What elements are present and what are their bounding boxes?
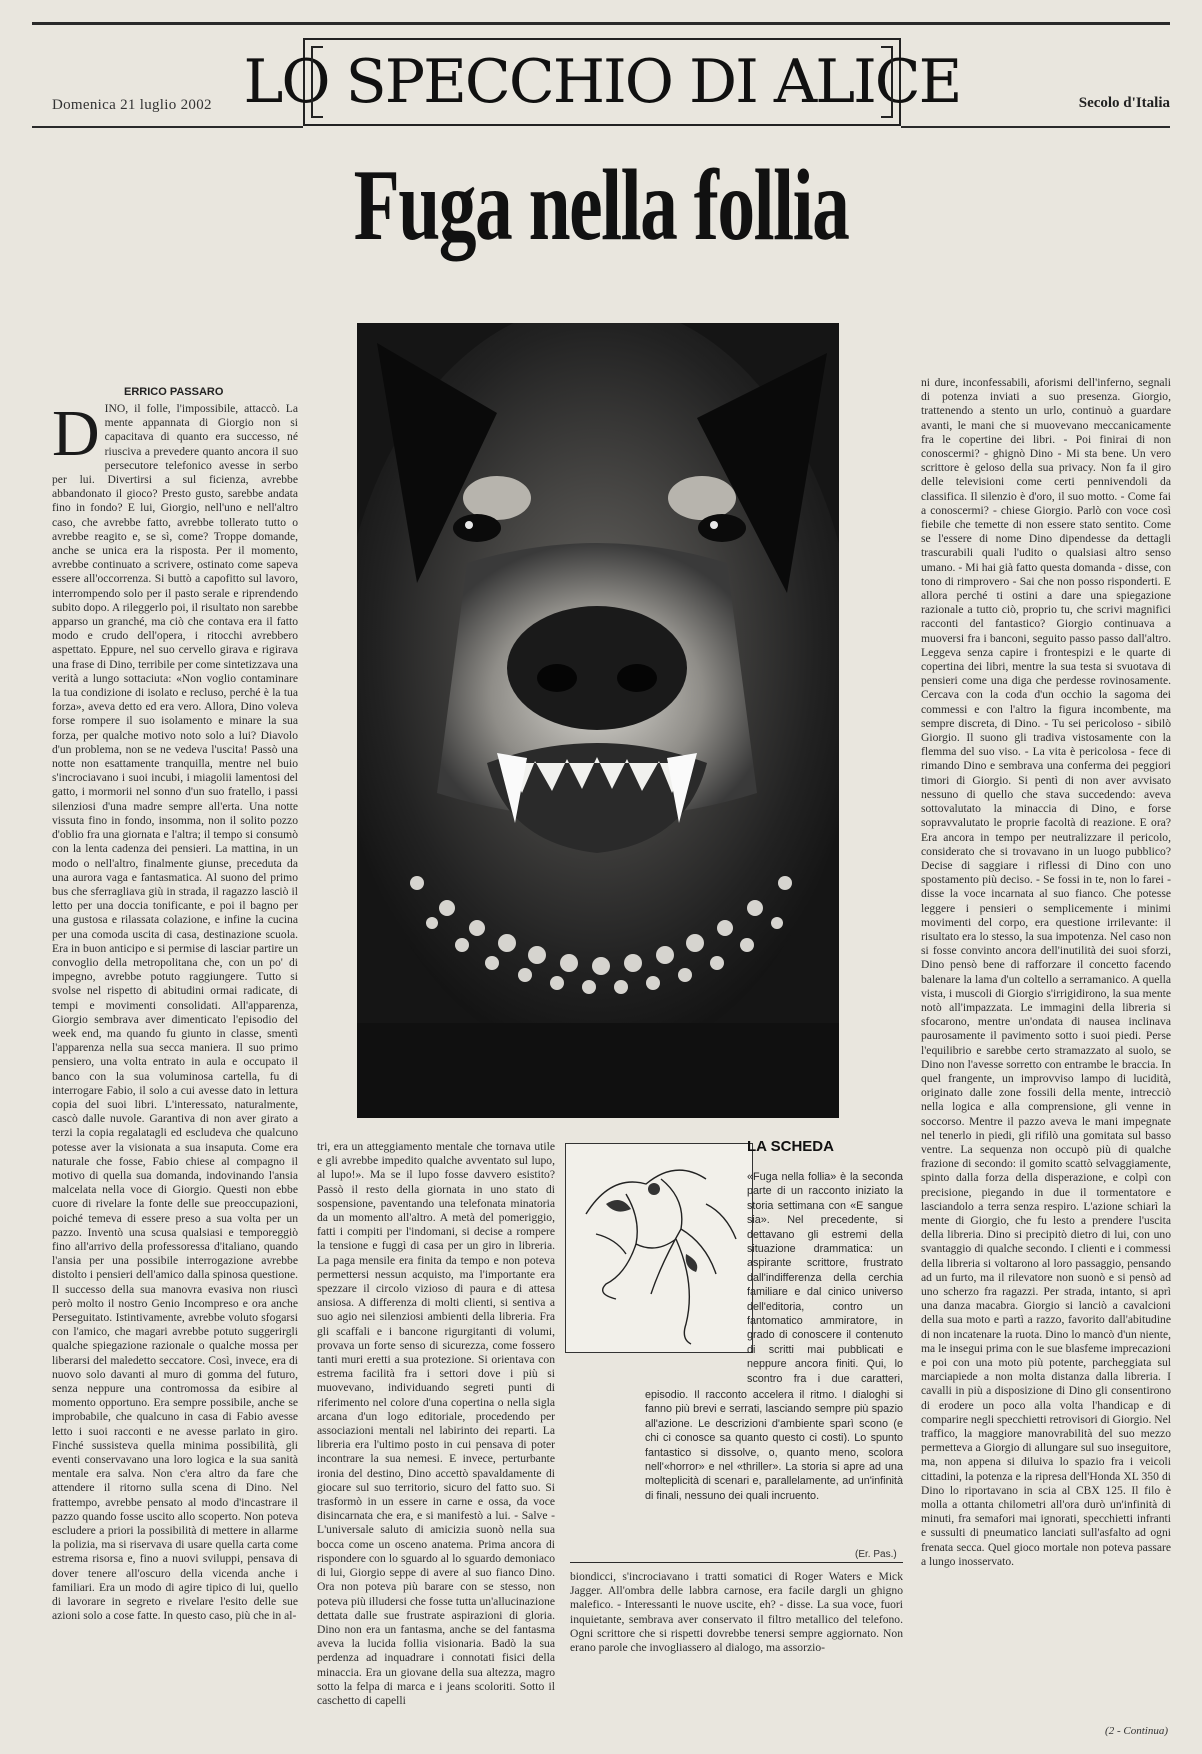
article-column-4 <box>921 376 1171 1721</box>
column-2-text: tri, era un atteggiamento mentale che tornava utile e gli avrebbe impedito qualche avventato sul lupo, al lupo!». Ma se il lupo fosse davvero esistito? Passò il resto della giornata in uno stato di sospensione, paventando una telefonata minatoria da un momento all'altro. A metà del pomeriggio, fatti i compiti per l'indomani, si decise a rompere la tensione e fuggì di casa per un giro in libreria. La paga mensile era finita da tempo e non poteva permettersi nessun acquisto, ma l'importante era spezzare il circolo vizioso di paura e di attesa ansiosa. A differenza di molti clienti, si sentiva a suo agio nei silenziosi ambienti della libreria. Fra gli scaffali e i bancone rigurgitanti di volumi, provava un forte senso di sicurezza, come fossero tanti muri eretti a sua protezione. Si orientava con estrema facilità fra i settori dove i più si muovevano, individuando segreti punti di riferimento nel colore d'una copertina o nella sigla arcana d'un logo editoriale, procedendo per associazioni mentali nel labirinto dei reparti. La libreria era l'ultimo posto in cui pensava di poter incontrare la sua nemesi. E invece, perturbante ironia del destino, Dino accettò spavaldamente di giocare sul suo territorio, sicuro del fatto suo. Si trasformò in un essere in carne e ossa, da voce disincarnata che era, e si manifestò a lui. - Salve - L'universale saluto di amicizia suonò nella sua bocca come un osceno anatema. Prima ancora di rispondere con lo sguardo al lo sguardo demoniaco di lui, Giorgio seppe di avere al suo fianco Dino. Ora non poteva più barare con se stesso, non poteva più illudersi che fosse tutta un'allucinazione dettata dalle sue frustrate aspirazioni di gloria. Dino non era un fantasma, anche se del fantasma aveva la lucida follia visionaria. Badò la sua perdenza ad inquadrare i connotati fisici della minaccia. Era un giovane della sua altezza, magro sotto la felpa di marca e i jeans scoloriti. Sotto il caschetto di capelli <box>317 1140 555 1707</box>
scheda-illustration <box>565 1143 753 1353</box>
scheda-signature: (Er. Pas.) <box>855 1549 897 1560</box>
masthead-rule-left <box>32 126 303 128</box>
article-column-1 <box>52 402 298 1742</box>
dog-photograph <box>357 323 839 1118</box>
article-column-2 <box>317 1140 555 1710</box>
article-byline: ERRICO PASSARO <box>124 386 224 398</box>
column-3-text: biondicci, s'incrociavano i tratti somatici di Roger Waters e Mick Jagger. All'ombra delle labbra carnose, era facile dargli un ghigno malefico. - Interessanti le nuove uscite, eh? - disse. La sua voce, fuori inquietante, sembrava aver conservato il filtro metallico del telefono. Ogni scrittore che si rispetti dovrebbe tenersi sempre aggiornato. Non erano parole che invogliassero al dialogo, ma assorzio- <box>570 1570 903 1655</box>
masthead-date: Domenica 21 luglio 2002 <box>52 97 212 113</box>
continued-note: (2 - Continua) <box>1105 1725 1168 1737</box>
section-masthead <box>243 38 961 126</box>
article-headline: Fuga nella follia <box>353 149 849 262</box>
newspaper-name: Secolo d'Italia <box>1078 95 1170 111</box>
scheda-heading: LA SCHEDA <box>747 1138 834 1155</box>
snarling-dog-image <box>357 323 839 1118</box>
drop-cap: D <box>52 402 100 470</box>
scheda-text-top <box>747 1170 903 1386</box>
flying-figure-illustration <box>566 1144 752 1352</box>
column-1-text: INO, il folle, l'impossibile, attaccò. La mente appannata di Giorgio non si capacitava di quanto era successo, né riusciva a prevedere quanto ancora il suo persecutore telefonico avesse in serbo per lui. Divertirsi a sul ficienza, avrebbe abbandonato il gioco? Presto gusto, sarebbe andata fino in fondo? E lui, Giorgio, nell'uno e nell'altro caso, che avrebbe fatto, avrebbe tollerato tutto o avrebbe reagito e, se sì, come? Troppe domande, anche se unica era la risposta. Per il momento, avrebbe continuato a scrivere, ostinato come sapeva essere all'occorrenza. Si buttò a capofitto sul lavoro, interrompendo solo per il pasto serale e riprendendo subito dopo. A rileggerlo poi, il risultato non sarebbe apparso un granché, ma ciò che contava era il fatto modo e crudo dell'opera, i ritocchi avrebbero aspettato. Eppure, nel suo cervello girava e rigirava una frase di Dino, terribile per come sintetizzava una verità a lungo sottaciuta: «Non voglio contaminare la tua condizione di isolato e recluso, perché è la tua forza», aveva detto ed era vero. Allora, Dino voleva forse rompere il suo isolamento e minare la sua forza, per qualche motivo noto solo a lui? Diavolo d'un problema, non se ne vedeva l'uscita! Passò una notte non esattamente tranquilla, mentre nel buio s'incrociavano i suoi incubi, i miagolii lamentosi del gatto, i mormorii nel sonno d'un suo fratello, i passi silenziosi d'una madre sempre all'erta. Una notte vissuta fino in fondo, insomma, non il solito pozzo d'oblio fra una giornata e l'altra; il tempo si consumò con la lenta cadenza dei pensieri. La mattina, in un modo o nell'altro, finalmente giunse, preceduta da una aurora vaga e fantasmatica. Al suono del primo bus che sferragliava giù in strada, il ragazzo lasciò il letto per una doccia tonificante, e poi il bagno per una gustosa e rilassata colazione, e infine la cucina per una comoda uscita di casa, destinazione scuola. Era in buon anticipo e si permise di lasciar partire un convoglio della metropolitana che, con un po' di impegno, avrebbe potuto raggiungere. Tutto si svolse nel rispetto di abitudini ormai radicate, di tempi e movimenti consolidati. All'apparenza, Giorgio sembrava aver dimenticato l'episodio del week end, ma quando fu giunto in classe, smentì l'apparenza nella sua secca maniera. Il suo primo pensiero, una volta entrato in aula e occupato il banco con la sua voluminosa cartella, fu di interrogare Fabio, il solo a cui avesse dato in lettura copia del suoi libri. L'interessato, naturalmente, cascò dalle nuvole. Garantiva di non aver girato a terzi la copia regalatagli ed escludeva che qualcuno potesse aver la visionata a sua insaputa. Come era naturale che fosse, Fabio chiese al compagno il motivo di quella sua domanda, indovinando l'ansia malcelata nella voce di Giorgio. Questi non ebbe cuore di rivelare la fonte delle sue preoccupazioni, poiché temeva di essere preso a sua volta per un pazzo. Inventò una scusa qualsiasi e temporeggiò fino all'arrivo della professoressa d'italiano, quando l'ansia per una possibile interrogazione avrebbe distolto i pensieri dell'amico dalla spinosa questione. Il successo della sua manovra evasiva non riuscì però molto il nostro Genio Incompreso e ora anche Perseguitato. Istintivamente, avrebbe voluto sfogarsi con l'amico, che magari avrebbe potuto suggerirgli qualche spiegazione razionale o qualche mossa per liberarsi del maledetto seccatore. Così, invece, era di nuovo solo davanti al muro di gomma del futuro, senza neppure una contromossa da esibire al momento opportuno. Era sempre possibile, anche se improbabile, che qualcuno in casa di Fabio avesse letto i suoi racconti e ne avesse parlato in giro. Finché sussisteva quella minima possibilità, gli eventi conservavano una loro logica e la sua sanità mentale era salva. Non c'era altro da fare che attendere il ritorno sulla scena di Dino. Nel frattempo, avrebbe pensato al modo d'incastrare il pazzo quando fosse uscito allo scoperto. Non poteva escludere a priori la possibilità di mettere in allarme la polizia, ma si riservava di usare quella carta come estrema risorsa e, fino a nuovi sviluppi, pensava di dover tenere all'oscuro della vicenda anche i familiari. Era un modo di agire tipico di lui, quello di lavorare in segreto e rivelare l'esito delle sue azioni solo a cose fatte. In questo caso, più che in al- <box>52 402 298 1623</box>
article-column-3 <box>570 1570 903 1710</box>
scheda-bottom-rule <box>570 1562 903 1563</box>
column-4-text: ni dure, inconfessabili, aforismi dell'inferno, segnali di potenza inviati a suo presenza. Giorgio, trattenendo a stento un urlo, continuò a guardare avanti, le mani che si muovevano meccanicamente fra le copertine dei libri. - Poi finirai di non conoscermi? - ghignò Dino - Mi sta bene. Un vero scrittore è geloso della sua privacy. Non fa il giro delle televisioni come certi pennivendoli da classifica. Il silenzio è d'oro, il suo motto. - Come fai a conoscermi? - chiese Giorgio. Parlò con voce così fiebile che temette di non essere stato sentito. Come se l'essere di nome Dino dipendesse da dettagli trascurabili quali l'udito o qualsiasi altro senso umano. - Mi hai già fatto questa domanda - disse, con tono di rimprovero - Sai che non posso risponderti. E allora perché ti ostini a dare una spiegazione razionale a tutto ciò, proprio tu, che scrivi magnifici racconti del fantastico? Giorgio continuava a muoversi fra i banconi, seguito passo passo dall'altro. Leggeva senza capire i frontespizi e le quarte di copertina dei libri, mentre la sua testa si svuotava di pensieri come una diga che perdesse rovinosamente. Cercava con la coda d'un occhio la sagoma dei commessi e con l'altro la figura incombente, ma sempre discreta, di Dino. - Tu sei pericoloso - sibilò Giorgio. Il suono gli tradiva vistosamente con la flemma del suo viso. - La vita è pericolosa - fece di rimando Dino e sembrava una conferma dei peggiori timori di Giorgio. Si pentì di non aver avvisato nessuno di quello che stava succedendo: aveva sottovalutato la minaccia di Dino, e forse sopravvalutato le proprie facoltà di reazione. E ora? Era ancora in tempo per neutralizzare il pericolo, considerato che si trovavano in un luogo pubblico? Decise di saggiare i riflessi di Dino con uno spostamento più deciso. - Se fossi in te, non lo farei - disse la voce incarnata al suo fianco. Che potesse leggere i pensieri o semplicemente i minimi movimenti del corpo, era questione irrilevante: il risultato era lo stesso, la sua impotenza. Nel caso non si fosse convinto ancora dell'inutilità dei suoi sforzi, Dino pensò bene di rafforzare il concetto facendo balenare la lama d'un coltello a serramanico. A quella vista, i muscoli di Giorgio s'irrigidirono, la sua mente notò all'impazzata. Le immagini della libreria si sfocarono, mentre un'ondata di nausea inclinava paurosamente il pavimento sotto i suoi piedi. Perse l'equilibrio e sarebbe certo stramazzato al suolo, se Dino non l'avesse sorretto con entrambe le braccia. In quel frangente, un improvviso lampo di lucidità, originato dalle zone fossili della mente, intrecciò nella logica e alla comprensione, gli venne in soccorso. Mentre il pazzo aveva le mani impegnate nel tenerlo in piedi, gli rifilò una gomitata sul basso ventre. La sequenza non occupò più di qualche frazione di secondo: il gomito scattò selvaggiamente, spinto dalla forza della disperazione, e colpì con precisione, piegando in due il tormentatore e lasciandolo a terra senza respiro. L'azione schiarì la mente di Giorgio, che fu lesto a prendere l'uscita della libreria. Dino si precipitò dietro di lui, con uno svantaggio di qualche secondo. I clienti e i commessi della libreria si voltarono al loro passaggio, pensando ad un furto, ma il rilevatore non suonò e si pensò ad uno scherzo fra ragazzi. Per strada, intanto, si aprì una danza macabra. Giorgio si lanciò a cavalcioni della sua moto e partì a razzo, favorito dall'abitudine di non incatenare la ruota. Dino lo mancò d'un niente, ma le insegui prima con le sue blasfeme imprecazioni e poi con una moto più potente, parcheggiata sul marciapiede a non molta distanza dalla libreria. I cavalli in più a disposizione di Dino gli consentirono di erodere un poco alla volta l'handicap e di comparire negli specchietti retrovisori di Giorgio. Nel traffico, la maggiore manovrabilità del suo mezzo permetteva a Giorgio di allungare sul suo inseguitore, ma, non appena si diluiva lo spazio fra i veicoli cittadini, la potenza e la ripresa dell'Honda XL 350 di Dino lo riportavano in scia al CBX 125. Il filo è molla a ottanta chilometri all'ora durò un'infinità di minuti, fra semafori mai ignorati, specchietti infranti e sussulti di pneumatico lanciati sull'asfalto ad ogni frenata secca. Quel gioco mortale non poteva passare a lungo inosservato. <box>921 376 1171 1568</box>
scheda-text-top-content: «Fuga nella follia» è la seconda parte di un racconto iniziato la storia settimana con «E sangue sia». Nel precedente, si dettavano gli estremi della situazione drammatica: un aspirante scrittore, frustrato dall'indifferenza della cerchia familiare e dal cinico universo dell'editoria, contro un fantomatico ammiratore, in grado di conoscere il contenuto di scritti mai pubblicati e neppure ancora finiti. Qui, lo scontro fra i due caratteri, <box>747 1171 903 1385</box>
top-rule <box>32 22 1170 25</box>
masthead-rule-right <box>901 126 1170 128</box>
scheda-text-bottom <box>645 1388 903 1546</box>
scheda-text-bottom-content: episodio. Il racconto accelera il ritmo. I dialoghi si fanno più brevi e serrati, lasciando sempre più spazio all'azione. Le descrizioni d'ambiente sparì scono (e chi ci conosce sa quanto questo ci costi). Lo spunto fantastico si dissolve, o, quanto meno, scolora nell'«horror» e nel «thriller». La storia si apre ad una molteplicità di scenari e, parallelamente, ad un'infinità di finali, nessuno dei quali incruento. <box>645 1389 903 1502</box>
section-title: LO SPECCHIO DI ALICE <box>243 47 961 117</box>
